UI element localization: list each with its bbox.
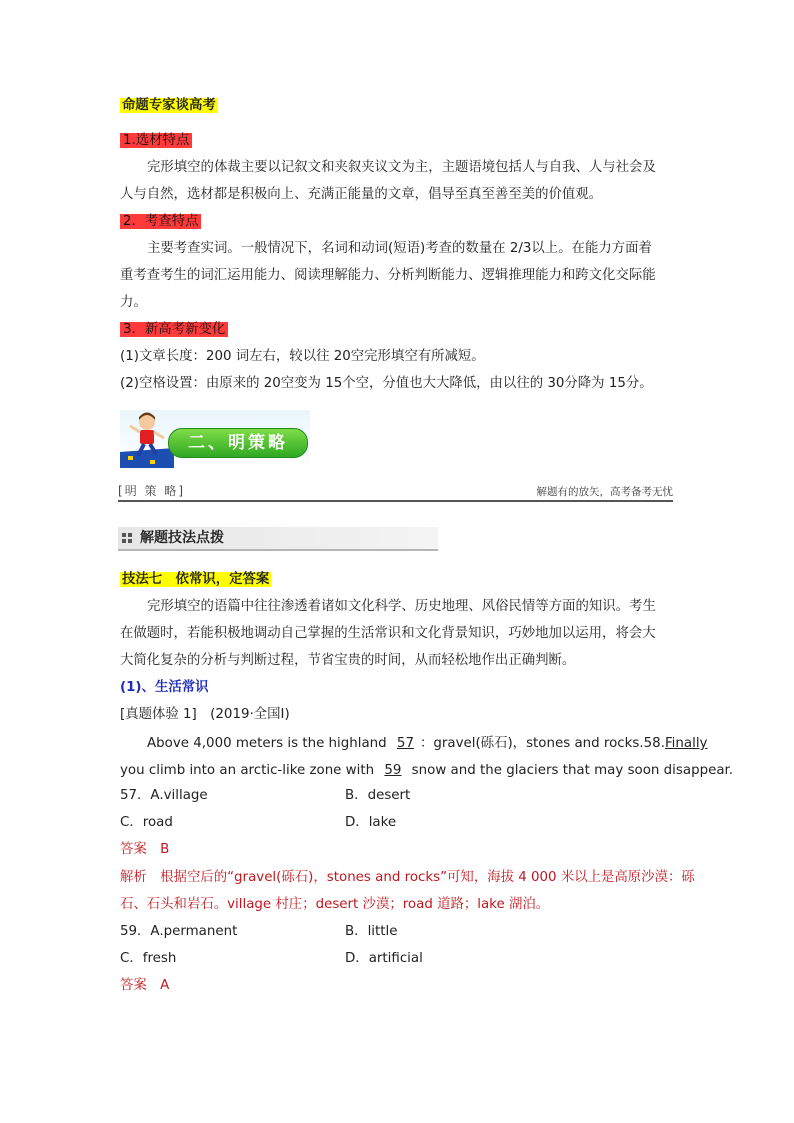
exercise-passage-line: you climb into an arctic-like zone with 59 snow and the glaciers that may soon disappear. [120,761,733,781]
exercise-passage-line: Above 4,000 meters is the highland 57 ：gravel(砾石)，stones and rocks.58.Finally [147,734,707,754]
section-header [118,527,438,551]
strategy-banner [120,410,310,468]
paragraph-line: 在做题时，若能积极地调动自己掌握的生活常识和文化背景知识，巧妙地加以运用，将会大 [120,626,656,641]
section-title-material: 1.选材特点 [120,131,192,151]
paragraph-line: 完形填空的体裁主要以记叙文和夹叙夹议文为主，主题语境包括人与自我、人与社会及 [147,160,656,175]
subheading-life-knowledge: (1)、生活常识 [120,680,209,695]
option-a: 59．A.permanent [120,924,238,939]
exercise-label: [真题体验 1] (2019·全国Ⅰ) [120,707,290,722]
section-title-exam: 2．考查特点 [120,212,201,232]
cartoon-kid-icon [120,410,174,468]
banner-label: 二、明策略 [168,428,308,458]
option-c: C．road [120,815,173,830]
option-row: 57．A.village [120,788,208,803]
answer-59: 答案 A [120,978,170,993]
strategy-bar-slogan: 解题有的放矢，高考备考无忧 [536,486,673,498]
section-title-changes: 3．新高考新变化 [120,320,228,340]
paragraph-line: 力。 [120,295,147,310]
paragraph-line: 人与自然，选材都是积极向上、充满正能量的文章，倡导至真至善至美的价值观。 [120,187,603,202]
technique-title: 技法七 依常识，定答案 [122,572,270,587]
header-tag: 命题专家谈高考 [122,98,216,113]
paragraph-line: 主要考查实词。一般情况下，名词和动词(短语)考查的数量在 2/3以上。在能力方面着 [147,241,652,256]
answer-57: 答案 B [120,842,170,857]
analysis-line: 石、石头和岩石。village 村庄；desert 沙漠；road 道路；lake 湖泊。 [120,897,550,912]
blank-59: 59 [384,763,402,778]
paragraph-line: (1)文章长度：200 词左右，较以往 20空完形填空有所减短。 [120,349,485,364]
paragraph-line: (2)空格设置：由原来的 20空变为 15个空，分值也大大降低，由以往的 30分降为 15分。 [120,376,653,391]
option-b: B．little [345,924,398,939]
option-d: D．artificial [345,951,423,966]
analysis-line: 解析 根据空后的“gravel(砾石)，stones and rocks”可知，海拔 4 000 米以上是高原沙漠：砾 [120,870,695,885]
option-d: D．lake [345,815,397,830]
strategy-bar-left: [明 策 略] [118,484,186,498]
paragraph-line: 完形填空的语篇中往往渗透着诸如文化科学、历史地理、风俗民情等方面的知识。考生 [147,599,656,614]
paragraph-line: 重考查考生的词汇运用能力、阅读理解能力、分析判断能力、逻辑推理能力和跨文化交际能 [120,268,656,283]
section-header-text: 解题技法点拨 [140,530,224,546]
strategy-bar [118,482,673,502]
paragraph-line: 大简化复杂的分析与判断过程，节省宝贵的时间，从而轻松地作出正确判断。 [120,653,576,668]
grid-square-icon [122,533,132,543]
option-b: B．desert [345,788,411,803]
blank-57: 57 [396,736,414,751]
option-c: C．fresh [120,951,177,966]
